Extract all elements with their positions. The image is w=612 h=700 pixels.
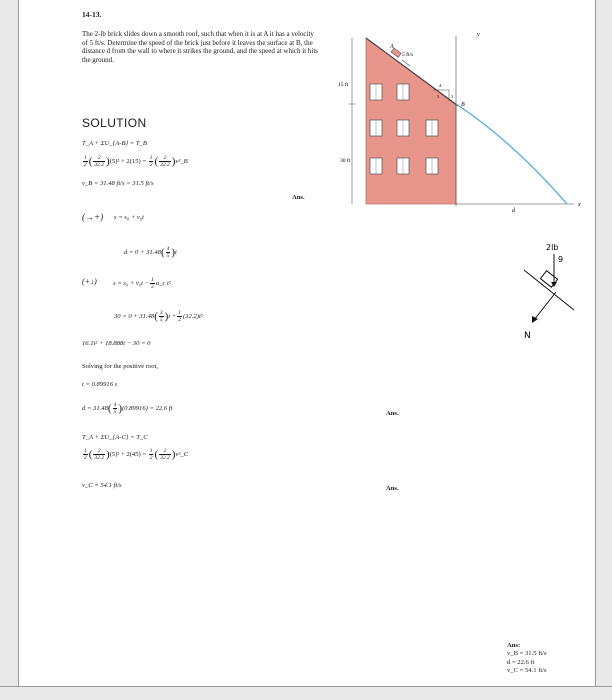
final-answer-d: d = 22.6 ft: [507, 658, 535, 666]
direction-horizontal: (→+): [82, 212, 104, 222]
fbd-normal-arrow: [534, 292, 556, 320]
label-y: y: [477, 32, 480, 38]
final-answer-vb: v_B = 31.5 ft/s: [507, 650, 547, 658]
fraction-half: $\frac{1}{2}$: [149, 155, 153, 168]
label-a: A: [390, 44, 394, 50]
label-x: x: [578, 202, 581, 208]
equation-distance-d: d = 0 + 31.48( $\frac{4}{5}$ )t: [124, 246, 177, 259]
fbd-weight-label: 2lb: [546, 243, 559, 252]
fbd-normal-label: N: [524, 331, 531, 341]
final-answer-vc: v_C = 54.1 ft/s: [507, 667, 547, 675]
fbd-slope-line: [524, 270, 574, 310]
fraction-mass: $\frac{2}{32.2}$: [160, 448, 170, 461]
fraction-mass: $\frac{2}{32.2}$: [94, 155, 105, 168]
slope-hyp: 5: [437, 94, 440, 99]
label-30ft: 30 ft: [340, 158, 351, 164]
equation-work-energy-ac: T_A + ΣU_{A-C} = T_C: [82, 434, 148, 441]
free-body-diagram: [520, 240, 580, 345]
label-b: B: [461, 102, 465, 108]
fraction-half: $\frac{1}{2}$: [151, 277, 154, 290]
equation-horizontal-kinematics: s = s₀ + v₀t: [114, 214, 144, 221]
solving-text: Solving for the positive root,: [82, 363, 159, 370]
problem-number: 14-13.: [82, 10, 102, 19]
fbd-friction-label: 9: [558, 255, 564, 264]
ans-label-vc: Ans.: [386, 485, 399, 492]
equation-energy-b: $\frac{1}{2}$ ( $\frac{2}{32.2}$ )(5)² + 2(15) = $\frac{1}{2}$ ( $\frac{2}{32.2}$ )v²_B: [84, 155, 188, 168]
fraction-three-fifths: $\frac{3}{5}$: [159, 310, 163, 323]
fraction-half: $\frac{1}{2}$: [84, 155, 87, 168]
result-vc: v_C = 54.1 ft/s: [82, 482, 122, 489]
trajectory-curve: [456, 104, 567, 204]
fraction-half: $\frac{1}{2}$: [178, 310, 182, 323]
fraction-four-fifths: $\frac{4}{5}$: [113, 402, 117, 415]
final-answer-heading: Ans:: [507, 642, 521, 649]
fbd-normal-arrowhead: [532, 316, 538, 323]
viewer-bottom-margin: [0, 686, 612, 700]
result-distance: d = 31.48( $\frac{4}{5}$ )(0.89916) = 22.6 ft: [82, 402, 173, 415]
label-velocity: 5 ft/s: [402, 52, 414, 58]
equation-energy-c: $\frac{1}{2}$ ( $\frac{2}{32.2}$ )(5)² + 2(45) = $\frac{1}{2}$ ( $\frac{2}{32.2}$ )v²_C: [84, 448, 189, 461]
label-15ft: 15 ft: [338, 82, 349, 88]
problem-statement: The 2-lb brick slides down a smooth roof, such that when it is at A it has a velocity of 5 ft/s. Determine the speed of the brick just before it leaves the surface at B, the distance d from the wall to where it strikes the ground, and the speed at which it hits the ground.: [82, 30, 318, 64]
equation-work-energy-ab: T_A + ΣU_{A-B} = T_B: [82, 140, 147, 147]
result-time: t = 0.89916 s: [82, 381, 118, 388]
direction-vertical: (+↓): [82, 277, 97, 286]
fraction-mass: $\frac{2}{32.2}$: [94, 448, 105, 461]
fraction-half: $\frac{1}{2}$: [84, 448, 87, 461]
final-answer-block: [507, 642, 547, 676]
solution-heading: SOLUTION: [82, 116, 147, 130]
slope-rise: 3: [451, 94, 454, 99]
building-figure: [338, 22, 586, 227]
ans-label-d: Ans.: [386, 410, 399, 417]
viewer-left-margin: [0, 0, 19, 700]
label-d: d: [512, 208, 515, 214]
fraction-mass: $\frac{2}{32.2}$: [160, 155, 170, 168]
fraction-four-fifths: $\frac{4}{5}$: [166, 246, 170, 259]
equation-quadratic: 16.1t² + 18.888t − 30 = 0: [82, 340, 151, 347]
viewer-right-margin: [595, 0, 612, 700]
equation-vertical-kinematics: s = s₀ + v₀t − $\frac{1}{2}$ a_c t²: [113, 277, 171, 290]
result-vb: v_B = 31.48 ft/s = 31.5 ft/s: [82, 180, 154, 187]
ans-label-vb: Ans.: [292, 194, 305, 201]
fraction-half: $\frac{1}{2}$: [149, 448, 153, 461]
slope-run: 4: [439, 83, 442, 88]
document-page: [20, 0, 595, 686]
equation-vertical-values: 30 = 0 + 31.48( $\frac{3}{5}$ )t + $\frac{1}{2}$ (32.2)t²: [114, 310, 203, 323]
